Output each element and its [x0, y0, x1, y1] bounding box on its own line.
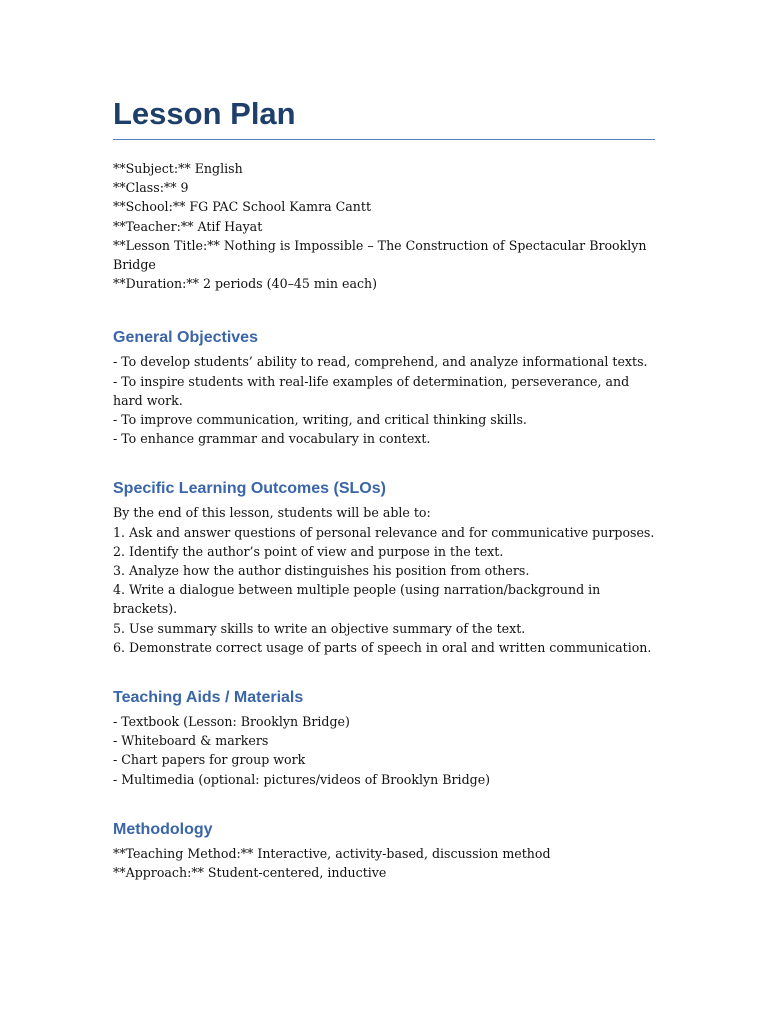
section-body	[113, 844, 655, 882]
section-heading: Teaching Aids / Materials	[113, 689, 304, 707]
section-body	[113, 503, 655, 657]
section-general-objectives	[113, 327, 655, 448]
list-item: - To improve communication, writing, and critical thinking skills.	[113, 412, 527, 428]
section-heading: Specific Learning Outcomes (SLOs)	[113, 480, 386, 498]
lesson-meta-block	[113, 159, 655, 293]
document-page	[113, 92, 655, 882]
list-item: - Whiteboard & markers	[113, 733, 269, 749]
list-item: - Textbook (Lesson: Brooklyn Bridge)	[113, 714, 350, 730]
section-body	[113, 352, 655, 448]
page-title: Lesson Plan	[113, 96, 296, 131]
section-learning-outcomes	[113, 478, 655, 657]
list-item: 3. Analyze how the author distinguishes his position from others.	[113, 563, 530, 579]
list-item: - To inspire students with real-life examples of determination, perseverance, and hard work.	[113, 373, 634, 408]
section-body	[113, 712, 655, 789]
section-methodology	[113, 819, 655, 882]
meta-class: **Class:** 9	[113, 180, 189, 196]
meta-subject: **Subject:** English	[113, 161, 243, 176]
meta-duration: **Duration:** 2 periods (40–45 min each)	[113, 276, 378, 292]
list-item: 4. Write a dialogue between multiple people (using narration/background in brackets).	[113, 582, 605, 617]
list-item: - To develop students’ ability to read, comprehend, and analyze informational texts.	[113, 354, 648, 370]
list-item: - To enhance grammar and vocabulary in context.	[113, 431, 431, 447]
section-heading: Methodology	[113, 820, 213, 838]
meta-lesson-title: **Lesson Title:** Nothing is Impossible – The Construction of Spectacular Brooklyn Bridge	[113, 237, 651, 273]
meta-teacher: **Teacher:** Atif Hayat	[113, 218, 263, 234]
list-item: 5. Use summary skills to write an objective summary of the text.	[113, 620, 526, 636]
approach-line: **Approach:** Student-centered, inductive	[113, 865, 387, 881]
list-item: 6. Demonstrate correct usage of parts of speech in oral and written communication.	[113, 639, 652, 655]
section-heading: General Objectives	[113, 329, 258, 347]
list-item: - Multimedia (optional: pictures/videos of Brooklyn Bridge)	[113, 771, 491, 787]
list-item: - Chart papers for group work	[113, 752, 306, 768]
list-intro: By the end of this lesson, students will be able to:	[113, 505, 431, 521]
title-divider	[113, 139, 655, 140]
method-line: **Teaching Method:** Interactive, activity-based, discussion method	[113, 845, 551, 861]
list-item: 1. Ask and answer questions of personal relevance and for communicative purposes.	[113, 524, 655, 540]
section-teaching-aids	[113, 687, 655, 789]
meta-school: **School:** FG PAC School Kamra Cantt	[113, 199, 372, 215]
list-item: 2. Identify the author’s point of view and purpose in the text.	[113, 543, 504, 559]
